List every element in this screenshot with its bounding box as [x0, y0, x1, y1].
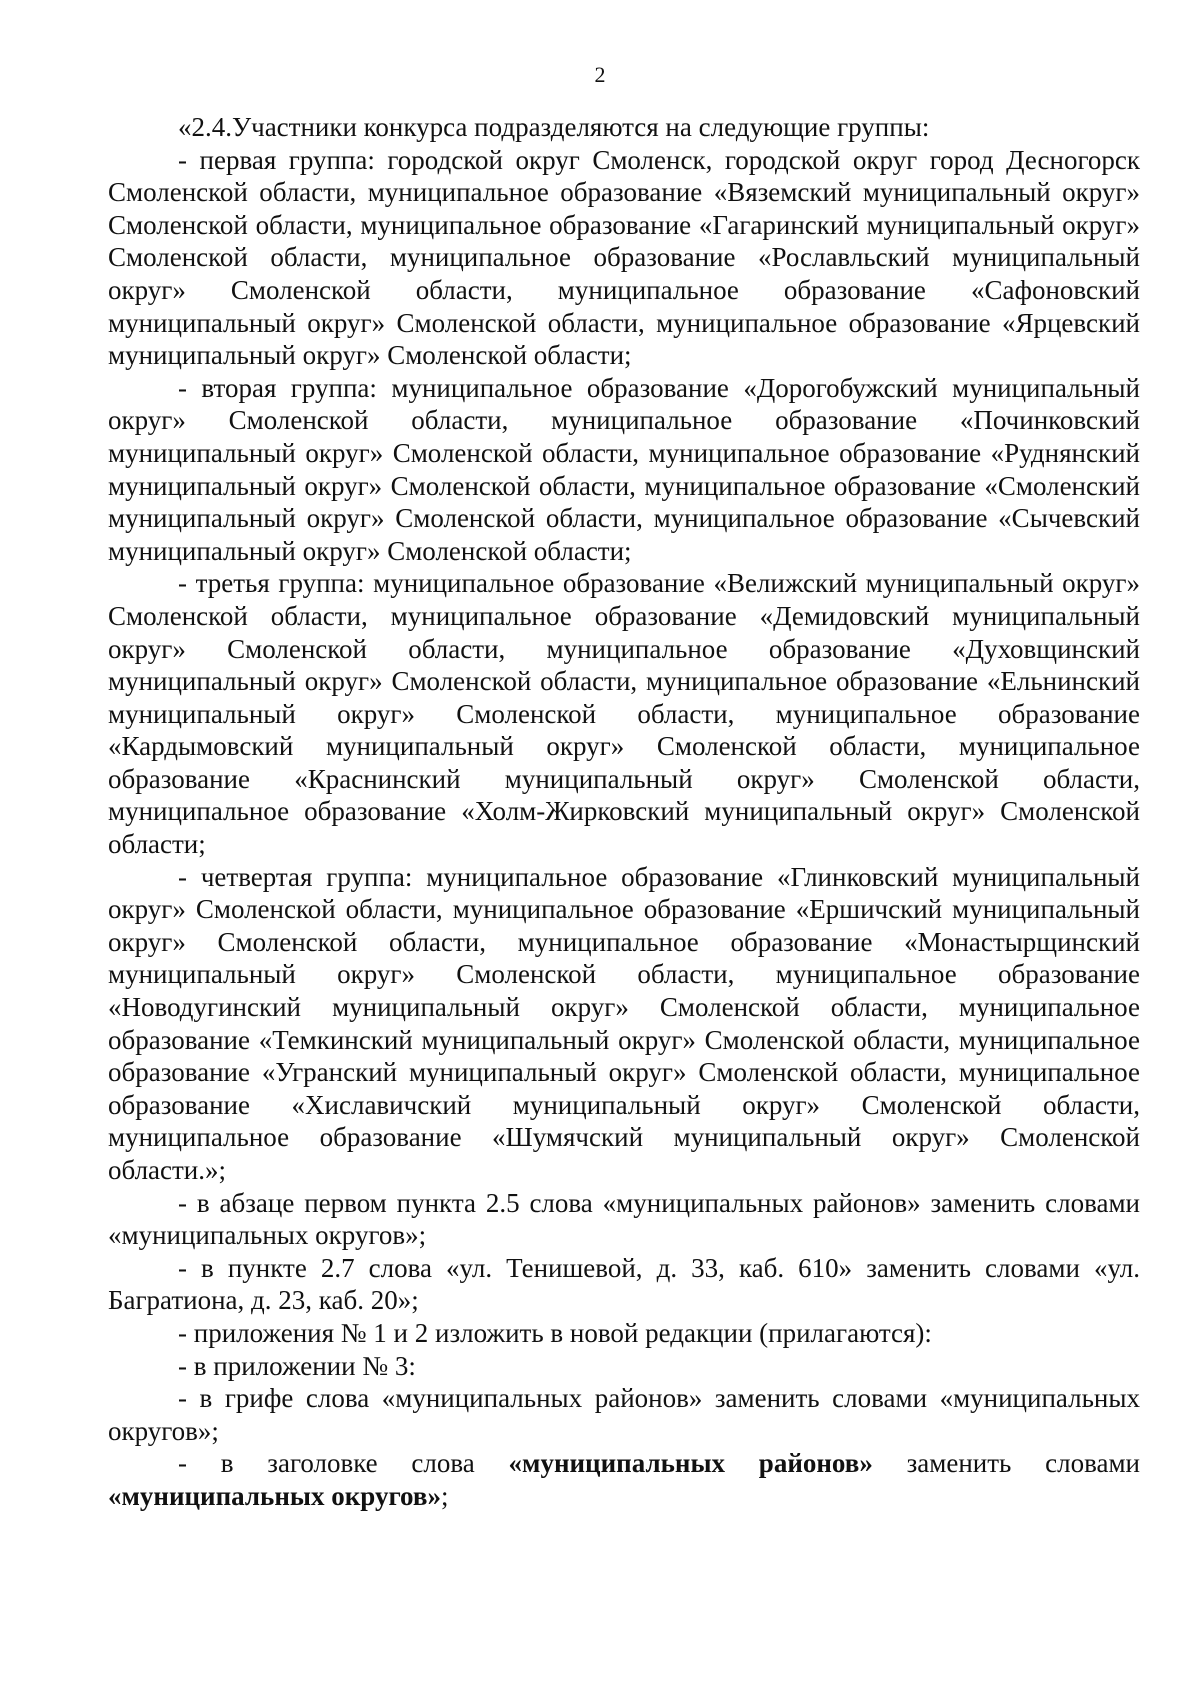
paragraph-item-2-5: - в абзаце первом пункта 2.5 слова «муниципальных районов» заменить словами «муниципальных округов»;: [108, 1187, 1140, 1251]
paragraph-section-2-4-heading: «2.4.Участники конкурса подразделяются на следующие группы:: [178, 112, 930, 142]
title-change-bold-old: «муниципальных районов»: [508, 1448, 873, 1479]
page-number: 2: [594, 62, 606, 87]
title-change-text-3: ;: [440, 1480, 449, 1511]
paragraph-group-3: - третья группа: муниципальное образование «Велижский муниципальный округ» Смоленской области, муниципальное образование «Демидовский муниципальный округ» Смоленской области, муниципальное образование «Духовщинский муниципальный округ» Смоленской области, муниципальное образование «Ельнинский муниципальный округ» Смоленской области, муниципальное образование «Кардымовский муниципальный округ» Смоленской области, муниципальное образование «Краснинский муниципальный округ» Смоленской области, муниципальное образование «Холм-Жирковский муниципальный округ» Смоленской области;: [108, 568, 1140, 860]
paragraph-title-change: [108, 1447, 1140, 1512]
document-body: [108, 111, 1140, 1513]
paragraph-appendices-1-2: - приложения № 1 и 2 изложить в новой редакции (прилагаются):: [178, 1317, 932, 1348]
paragraph-group-2: - вторая группа: муниципальное образование «Дорогобужский муниципальный округ» Смоленской области, муниципальное образование «Починковский муниципальный округ» Смоленской области, муниципальное образование «Руднянский муниципальный округ» Смоленской области, муниципальное образование «Смоленский муниципальный округ» Смоленской области, муниципальное образование «Сычевский муниципальный округ» Смоленской области;: [108, 372, 1140, 566]
paragraph-group-1: - первая группа: городской округ Смоленск, городской округ город Десногорск Смоленской области, муниципальное образование «Вяземский муниципальный округ» Смоленской области, муниципальное образование «Гагаринский муниципальный округ» Смоленской области, муниципальное образование «Рославльский муниципальный округ» Смоленской области, муниципальное образование «Сафоновский муниципальный округ» Смоленской области, муниципальное образование «Ярцевский муниципальный округ» Смоленской области;: [108, 144, 1140, 371]
title-change-text-2: заменить словами: [872, 1448, 1141, 1479]
paragraph-group-4: - четвертая группа: муниципальное образование «Глинковский муниципальный округ» Смоленской области, муниципальное образование «Ершичский муниципальный округ» Смоленской области, муниципальное образование «Монастырщинский муниципальный округ» Смоленской области, муниципальное образование «Новодугинский муниципальный округ» Смоленской области, муниципальное образование «Темкинский муниципальный округ» Смоленской области, муниципальное образование «Угранский муниципальный округ» Смоленской области, муниципальное образование «Хиславичский муниципальный округ» Смоленской области, муниципальное образование «Шумячский муниципальный округ» Смоленской области.»;: [108, 861, 1140, 1185]
paragraph-item-2-7: - в пункте 2.7 слова «ул. Тенишевой, д. 33, каб. 610» заменить словами «ул. Багратиона, д. 23, каб. 20»;: [108, 1252, 1140, 1316]
paragraph-stamp-change: - в грифе слова «муниципальных районов» заменить словами «муниципальных округов»;: [108, 1383, 1140, 1446]
title-change-bold-new: «муниципальных округов»: [108, 1480, 441, 1511]
paragraph-appendix-3: - в приложении № 3:: [178, 1350, 416, 1381]
title-change-text-1: - в заголовке слова: [178, 1448, 509, 1479]
